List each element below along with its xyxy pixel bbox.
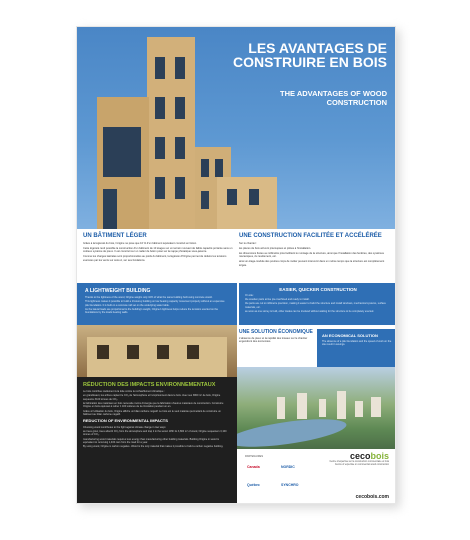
tower-low — [217, 177, 277, 229]
title-fr: LES AVANTAGES DE CONSTRUIRE EN BOIS — [232, 40, 387, 70]
light-building-fr-p2: Cette légèreté rend possible la construction d'un bâtiment de 13 étages sur un terrain mouvant de faible capacité portante sans un coûteux système de pieux. Il est construit sur un radier de béton posé sur la nappe phréatique sous-jacente. — [83, 246, 233, 254]
tower-left — [97, 97, 149, 229]
light-building-en-p2: This lightness makes it possible to build a 13-storey building on low bearing capacity movement property without an expensive pile foundation. It is built on a concrete raft set on the underlying water table. — [85, 300, 225, 307]
fast-construction-en — [239, 283, 396, 325]
brand-en: Centre of expertise on commercial wood construction — [334, 463, 389, 466]
env-en-intro: Choosing wood contributes to the fight against climate change in two ways: — [83, 425, 167, 429]
light-building-fr-p1: Grâce à la légèreté du bois, l'origine ne pèse que 10 % d'un bâtiment équivalent construit en béton. — [83, 242, 197, 245]
fast-en-b3: as soon as one storey is built, other trades can be involved without waiting for the structure to be completely erected. — [245, 309, 374, 313]
wood-structure-photo — [77, 325, 237, 377]
title-en: THE ADVANTAGES OF WOOD CONSTRUCTION — [280, 89, 387, 107]
economic-fr — [239, 329, 315, 345]
env-fr-p: Grâce à l'utilisation du bois, Origine affiche un bilan carbone négatif. Le bois est le seul matériau permettant de construire un bâtiment au bilan carbone négatif. — [83, 409, 221, 416]
tower-main — [147, 37, 195, 229]
logo-quebec: Québec — [247, 483, 260, 487]
economic-fr-p: L'absence de pieux et la rapidité des travaux sur le chantier engendrent des économies. — [239, 337, 308, 344]
fast-fr-intro: Sur le chantier : — [239, 242, 258, 245]
light-building-en-p3: As the lateral loads are proportional to the building's weight, Origine's lightness helps reduce the tensions exerted on the foundations by the loads bearing walls. — [85, 307, 218, 315]
env-fr-heading: RÉDUCTION DES IMPACTS ENVIRONNEMENTAUX — [83, 382, 216, 388]
light-building-fr — [83, 233, 235, 264]
fast-fr-b3: ainsi un étage-module des poutres corps de métier peuvent intervenir dans un même temps que la structure est complètement érigée. — [239, 260, 385, 267]
logo-synchro: SYNCHRO — [281, 483, 299, 487]
environment-box — [77, 377, 237, 504]
light-building-en-p1: Thanks to the lightness of the wood, Origine weighs only 10% of what the same building built using concrete would. — [85, 296, 213, 299]
footer — [237, 449, 396, 504]
economic-fr-heading: UNE SOLUTION ÉCONOMIQUE — [239, 329, 313, 335]
light-building-fr-heading: UN BÂTIMENT LÉGER — [83, 233, 147, 239]
light-building-fr-p3: Comme les charges latérales sont proportionnelles au poids du bâtiment, la légèreté d'Origine permet de réduire les tensions exercées par les vents sur celui-ci, sur ses fondations. — [83, 255, 227, 262]
env-en-b2: manufacturing wood materials requires less energy than manufacturing other building materials. Building Origine in wood is equivalent to removing 1,400 cars from the road for a year. — [83, 437, 220, 444]
env-en-heading: REDUCTION OF ENVIRONMENTAL IMPACTS — [83, 417, 168, 423]
env-en-p: By using wood, Origine is carbon negative. Wood is the only material that makes it possible to build a carbon negative building. — [83, 445, 224, 449]
env-fr-intro: Le bois contribue réellement à la lutte contre le réchauffement climatique : — [83, 390, 165, 393]
economic-en-p: The absence of a pile foundation and the speed of work on the site result in savings. — [322, 340, 392, 347]
fast-fr-b2: les dimensions fixées au millimètre près facilitent le montage de la structure, ainsi que l'installation des fenêtres, des systèmes mécaniques, du revêtement, etc. — [239, 251, 384, 259]
env-fr-b1: en grandissant, les arbres captent le CO₂ de l'atmosphère et l'emprisonnent dans le bois. Avec ses 3800 m³ de bois, Origine séquestre 3100 tonnes de CO₂. — [83, 394, 221, 401]
env-en-b1: as trees grow, trees absorb CO₂ from the atmosphere and trap it in the wood. With its 3,800 m³ of wood, Origine sequesters 3,100 tonnes of CO₂. — [83, 429, 227, 437]
env-fr-b2: la fabrication des matériaux en bois nécessite moins d'énergie que la fabrication d'autres matériaux de construction. Construire Origine en bois équivaut à retirer 1 400 voitures de la circulation pendant un an. — [83, 401, 224, 409]
light-building-en-heading: A LIGHTWEIGHT BUILDING — [85, 288, 151, 294]
economic-en-heading: AN ECONOMICAL SOLUTION — [322, 333, 378, 338]
fast-fr-heading: UNE CONSTRUCTION FACILITÉE ET ACCÉLÉRÉE — [239, 233, 382, 239]
website-url: cecobois.com — [355, 494, 389, 500]
brand-a: ceco — [349, 451, 371, 461]
aerial-photo — [237, 367, 396, 449]
logo-nordic: NORDIC — [281, 465, 295, 469]
brand-fr: Centre d'expertise sur la construction commerciale en bois — [329, 461, 389, 463]
partners-label: PARTENAIRES — [245, 455, 264, 458]
cecobois-logo — [329, 451, 389, 467]
fast-construction-fr — [239, 233, 391, 268]
brand-b: bois — [370, 451, 389, 461]
fast-en-b2: the parts are cut to millimetre precision, making it easier to build the structure and install windows, mechanical systems, surface materials, etc. — [245, 302, 386, 309]
poster — [76, 26, 396, 504]
fast-en-heading: EASIER, QUICKER CONSTRUCTION — [279, 287, 357, 292]
logo-canada: Canada — [247, 465, 260, 469]
fast-en-b1: the wooden parts arrive pre-machined and ready to install. — [245, 298, 310, 302]
hero-image — [77, 27, 396, 229]
fast-fr-b1: les pièces de bois arrivent précoupées et prêtes à l'installation. — [239, 246, 312, 250]
fast-en-intro: On site: — [245, 294, 254, 297]
